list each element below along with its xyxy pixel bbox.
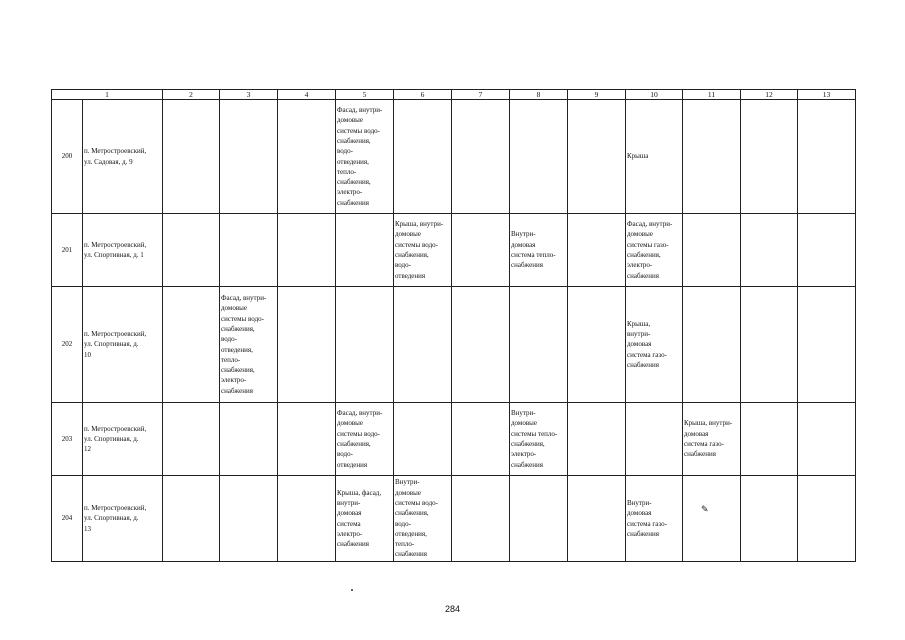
table-cell: [741, 100, 798, 214]
header-row: [52, 90, 856, 100]
table-cell: [278, 403, 336, 476]
table-cell: [336, 287, 394, 403]
table-cell: [510, 100, 568, 214]
table-cell: [568, 100, 626, 214]
table-cell: [394, 287, 452, 403]
table-cell: [220, 476, 278, 562]
table-cell: [163, 100, 220, 214]
table-cell: [798, 476, 856, 562]
header-cell: 13: [798, 90, 856, 100]
table-cell: [568, 476, 626, 562]
table-cell: [683, 476, 741, 562]
table-cell: Внутри- домовые системы водо- снабжения, водо- отведения, тепло- снабжения: [394, 476, 452, 562]
table-cell: [220, 403, 278, 476]
table-cell: [568, 214, 626, 287]
table-cell: [163, 214, 220, 287]
table-cell: Фасад, внутри- домовые системы водо- снабжения, водо- отведения: [336, 403, 394, 476]
row-number: 203: [52, 403, 83, 476]
table-cell: [394, 100, 452, 214]
table-cell: [452, 476, 510, 562]
table-cell: [452, 403, 510, 476]
table-cell: Фасад, внутри- домовые системы газо- снабжения, электро- снабжения: [626, 214, 683, 287]
table-row: [52, 100, 856, 214]
table-cell: [798, 403, 856, 476]
table-cell: [683, 214, 741, 287]
table-row: [52, 403, 856, 476]
header-cell: 11: [683, 90, 741, 100]
table-cell: Крыша, фасад, внутри- домовая система электро- снабжения: [336, 476, 394, 562]
table-cell: [798, 287, 856, 403]
table-cell: [510, 476, 568, 562]
table-cell: [278, 100, 336, 214]
row-address: п. Метростроевский, ул. Спортивная, д. 10: [83, 287, 163, 403]
table-cell: [336, 214, 394, 287]
header-cell: 6: [394, 90, 452, 100]
table-cell: [568, 287, 626, 403]
table-cell: Крыша, внутри- домовая система газо- снабжения: [683, 403, 741, 476]
table-cell: [394, 403, 452, 476]
header-cell: 4: [278, 90, 336, 100]
table-cell: [741, 403, 798, 476]
header-cell: 1: [52, 90, 163, 100]
table-cell: [683, 100, 741, 214]
table-cell: [741, 476, 798, 562]
table-cell: [452, 287, 510, 403]
header-cell: 5: [336, 90, 394, 100]
row-number: 202: [52, 287, 83, 403]
table-cell: [278, 287, 336, 403]
table-cell: Крыша, внутри- домовая система газо- снабжения: [626, 287, 683, 403]
table-cell: [626, 403, 683, 476]
table-cell: Внутри- домовая система газо- снабжения: [626, 476, 683, 562]
row-address: п. Метростроевский, ул. Спортивная, д. 1: [83, 214, 163, 287]
row-address: п. Метростроевский, ул. Садовая, д. 9: [83, 100, 163, 214]
table-row: [52, 287, 856, 403]
table-cell: [741, 287, 798, 403]
pen-mark-icon: ✎: [701, 504, 709, 514]
row-number: 200: [52, 100, 83, 214]
table-cell: [798, 100, 856, 214]
table-cell: [741, 214, 798, 287]
header-cell: 3: [220, 90, 278, 100]
header-cell: 8: [510, 90, 568, 100]
table-cell: [163, 476, 220, 562]
row-address: п. Метростроевский, ул. Спортивная, д. 12: [83, 403, 163, 476]
header-cell: 9: [568, 90, 626, 100]
table-cell: [568, 403, 626, 476]
header-cell: 12: [741, 90, 798, 100]
row-number: 201: [52, 214, 83, 287]
table-cell: Фасад, внутри- домовые системы водо- снабжения, водо- отведения, тепло- снабжения, электро- снабжения: [220, 287, 278, 403]
row-address: п. Метростроевский, ул. Спортивная, д. 13: [83, 476, 163, 562]
header-cell: 2: [163, 90, 220, 100]
table-row: [52, 214, 856, 287]
table-cell: [452, 214, 510, 287]
table-cell: Крыша, внутри- домовые системы водо- снабжения, водо- отведения: [394, 214, 452, 287]
header-cell: 7: [452, 90, 510, 100]
capital-repair-table: [51, 89, 856, 562]
table-cell: [163, 403, 220, 476]
table-cell: [798, 214, 856, 287]
table-cell: [510, 287, 568, 403]
table-cell: [452, 100, 510, 214]
table-cell: [683, 287, 741, 403]
table-row: [52, 476, 856, 562]
table-cell: [220, 214, 278, 287]
table-cell: Фасад, внутри- домовые системы водо- снабжения, водо- отведения, тепло- снабжения, электро- снабжения: [336, 100, 394, 214]
stray-dot: [351, 589, 353, 591]
header-cell: 10: [626, 90, 683, 100]
page-number: 284: [444, 604, 461, 614]
table-cell: [278, 476, 336, 562]
table-cell: [220, 100, 278, 214]
table-cell: [278, 214, 336, 287]
table-cell: Внутри- домовые системы тепло- снабжения, электро- снабжения: [510, 403, 568, 476]
table-cell: [163, 287, 220, 403]
table-cell: Внутри- домовая система тепло- снабжения: [510, 214, 568, 287]
row-number: 204: [52, 476, 83, 562]
table-cell: Крыша: [626, 100, 683, 214]
